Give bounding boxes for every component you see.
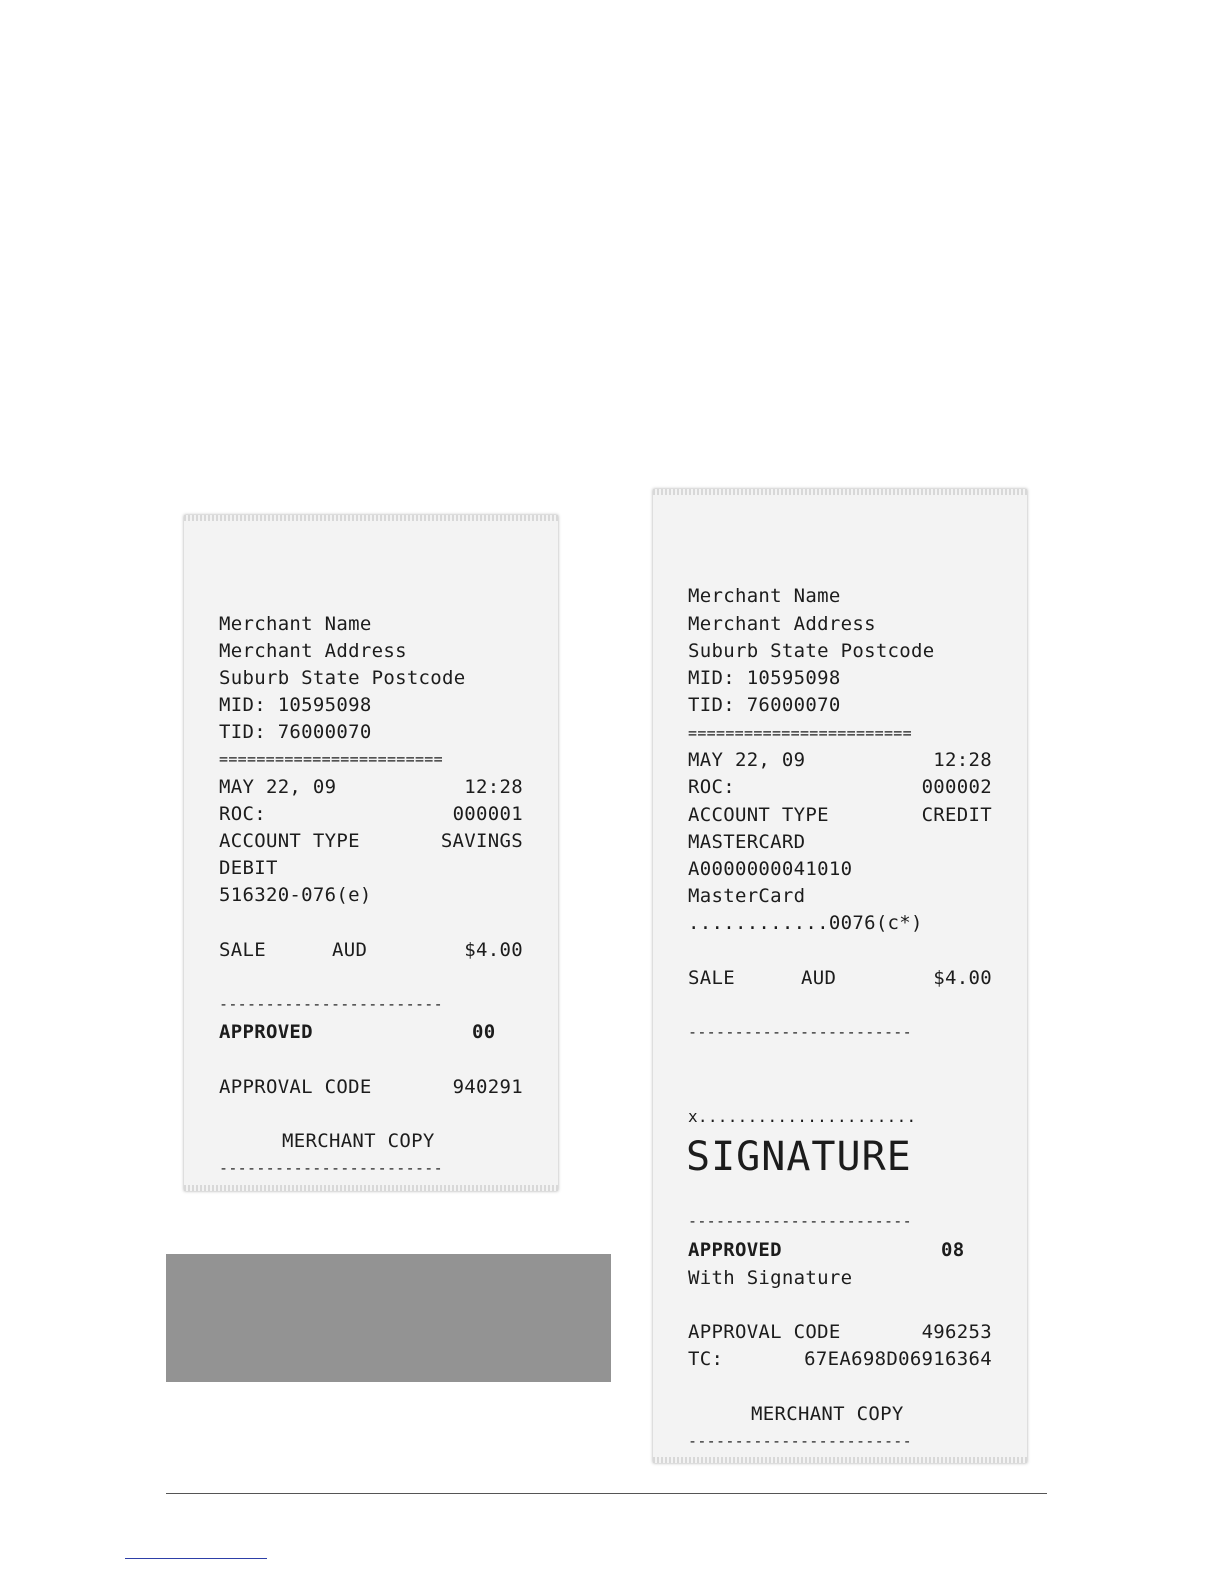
merchant-name: Merchant Name [688, 585, 841, 607]
card-number: 516320-076(e) [219, 884, 372, 906]
transaction-date: MAY 22, 09 [688, 749, 806, 771]
card-scheme: MASTERCARD [688, 831, 806, 853]
card-label: MasterCard [688, 885, 806, 907]
currency: AUD [801, 967, 837, 989]
merchant-name: Merchant Name [219, 613, 372, 635]
merchant-suburb: Suburb State Postcode [219, 667, 466, 689]
account-type-value: CREDIT [921, 804, 992, 826]
merchant-suburb: Suburb State Postcode [688, 640, 935, 662]
sale-label: SALE [219, 939, 266, 961]
signature-label: SIGNATURE [686, 1134, 912, 1180]
transaction-time: 12:28 [464, 776, 523, 798]
merchant-address: Merchant Address [219, 640, 407, 662]
currency: AUD [332, 939, 368, 961]
approval-code-value: 496253 [921, 1321, 992, 1343]
account-type-label: ACCOUNT TYPE [219, 830, 360, 852]
receipt-credit-mastercard [653, 489, 1027, 1463]
double-rule: ======================== [219, 750, 443, 768]
receipt-savings-debit [184, 515, 558, 1191]
terminal-id: TID: 76000070 [219, 721, 372, 743]
roc-label: ROC: [688, 776, 735, 798]
sale-label: SALE [688, 967, 735, 989]
dash-rule: ------------------------ [688, 1023, 912, 1041]
double-rule: ======================== [688, 724, 912, 742]
application-id: A0000000041010 [688, 858, 853, 880]
response-code: 08 [941, 1239, 965, 1261]
approval-code-label: APPROVAL CODE [219, 1076, 372, 1098]
account-type-label: ACCOUNT TYPE [688, 804, 829, 826]
dash-rule-bottom: ------------------------ [688, 1432, 912, 1450]
roc-value: 000002 [921, 776, 992, 798]
dash-rule-mid: ------------------------ [688, 1212, 912, 1230]
response-code: 00 [472, 1021, 496, 1043]
signature-line: x...................... [688, 1107, 917, 1126]
footer-divider [166, 1493, 1047, 1494]
terminal-id: TID: 76000070 [688, 694, 841, 716]
dash-rule: ------------------------ [219, 995, 443, 1013]
roc-value: 000001 [452, 803, 523, 825]
status-note: With Signature [688, 1267, 853, 1289]
merchant-copy-label: MERCHANT COPY [282, 1130, 435, 1152]
footer-link-underline [125, 1558, 267, 1559]
card-type: DEBIT [219, 857, 278, 879]
transaction-time: 12:28 [933, 749, 992, 771]
card-number: ............0076(c*) [688, 912, 923, 934]
merchant-id: MID: 10595098 [688, 667, 841, 689]
merchant-copy-label: MERCHANT COPY [751, 1403, 904, 1425]
roc-label: ROC: [219, 803, 266, 825]
approval-code-label: APPROVAL CODE [688, 1321, 841, 1343]
merchant-address: Merchant Address [688, 613, 876, 635]
gray-panel [166, 1254, 611, 1382]
approval-status: APPROVED [688, 1239, 782, 1261]
transaction-date: MAY 22, 09 [219, 776, 337, 798]
tc-label: TC: [688, 1348, 724, 1370]
account-type-value: SAVINGS [440, 830, 523, 852]
sale-amount: $4.00 [464, 939, 523, 961]
approval-code-value: 940291 [452, 1076, 523, 1098]
tc-value: 67EA698D06916364 [804, 1348, 992, 1370]
approval-status: APPROVED [219, 1021, 313, 1043]
dash-rule-bottom: ------------------------ [219, 1159, 443, 1177]
sale-amount: $4.00 [933, 967, 992, 989]
merchant-id: MID: 10595098 [219, 694, 372, 716]
